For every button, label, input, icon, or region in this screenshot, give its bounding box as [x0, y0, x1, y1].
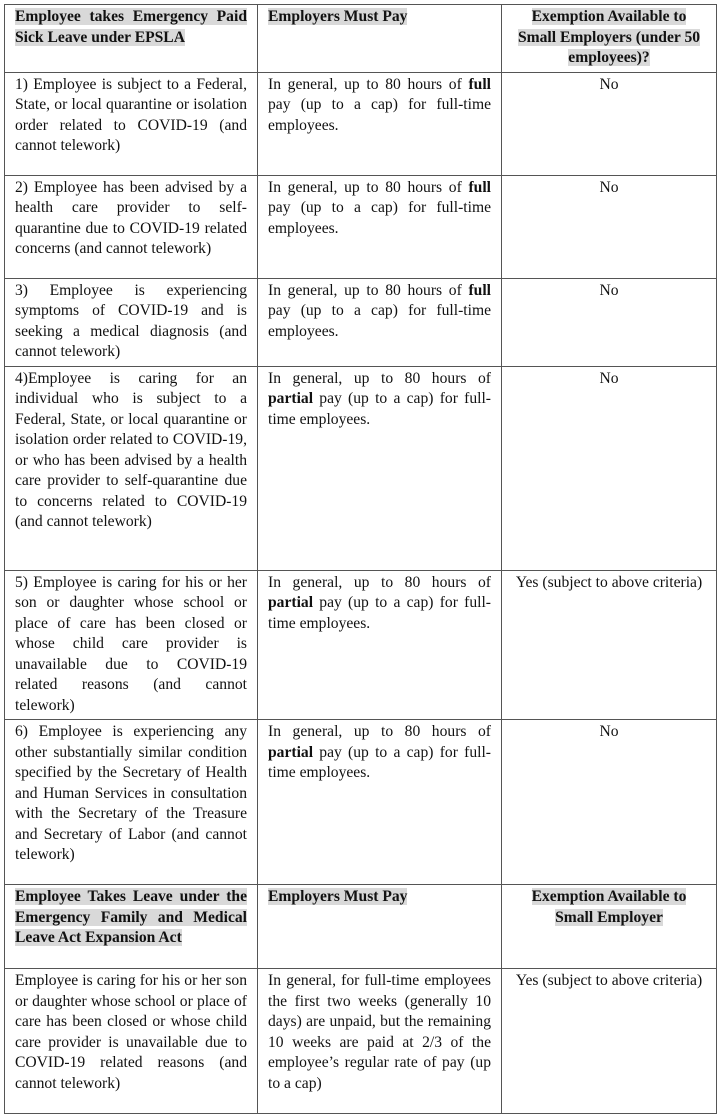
exemption-cell: No: [502, 720, 717, 885]
table-row: [5, 175, 717, 278]
exemption-cell: No: [502, 175, 717, 278]
pay-cell: In general, up to 80 hours of partial pay (up to a cap) for full-time employees.: [258, 366, 502, 570]
table-row: [5, 366, 717, 570]
reason-cell: 6) Employee is experiencing any other substantially similar condition specified by the Secretary of Health and Human Services in consultation with the Secretary of the Treasure and Secretary of Labor (and cannot telework): [5, 720, 258, 885]
table-row: [5, 570, 717, 720]
leave-table-container: [4, 4, 716, 1114]
pay-cell: In general, up to 80 hours of full pay (up to a cap) for full-time employees.: [258, 278, 502, 366]
exemption-cell: No: [502, 366, 717, 570]
reason-cell: 2) Employee has been advised by a health care provider to self-quarantine due to COVID-19 related concerns (and cannot telework): [5, 175, 258, 278]
pay-cell: In general, up to 80 hours of partial pay (up to a cap) for full-time employees.: [258, 570, 502, 720]
leave-comparison-table: [4, 4, 717, 1114]
exemption-cell: Yes (subject to above criteria): [502, 969, 717, 1114]
table-row: [5, 278, 717, 366]
reason-cell: 1) Employee is subject to a Federal, State, or local quarantine or isolation order related to COVID-19 (and cannot telework): [5, 72, 258, 175]
efmlea-header-pay: Employers Must Pay: [258, 885, 502, 969]
exemption-cell: No: [502, 278, 717, 366]
efmlea-header-exemption: Exemption Available to Small Employer: [502, 885, 717, 969]
epsla-header-reason: Employee takes Emergency Paid Sick Leave under EPSLA: [5, 5, 258, 73]
pay-cell: In general, for full-time employees the first two weeks (generally 10 days) are unpaid, but the remaining 10 weeks are paid at 2/3 of the employee’s regular rate of pay (up to a cap): [258, 969, 502, 1114]
epsla-header-exemption: Exemption Available to Small Employers (under 50 employees)?: [502, 5, 717, 73]
reason-cell: 3) Employee is experiencing symptoms of COVID-19 and is seeking a medical diagnosis (and cannot telework): [5, 278, 258, 366]
reason-cell: 4)Employee is caring for an individual who is subject to a Federal, State, or local quarantine or isolation order related to COVID-19, or who has been advised by a health care provider to self-quarantine due to concerns related to COVID-19 (and cannot telework): [5, 366, 258, 570]
epsla-header-pay: Employers Must Pay: [258, 5, 502, 73]
pay-cell: In general, up to 80 hours of full pay (up to a cap) for full-time employees.: [258, 175, 502, 278]
table-row: [5, 720, 717, 885]
pay-cell: In general, up to 80 hours of full pay (up to a cap) for full-time employees.: [258, 72, 502, 175]
table-row: [5, 969, 717, 1114]
pay-cell: In general, up to 80 hours of partial pay (up to a cap) for full-time employees.: [258, 720, 502, 885]
efmlea-header-row: [5, 885, 717, 969]
reason-cell: Employee is caring for his or her son or daughter whose school or place of care has been closed or whose child care provider is unavailable due to COVID-19 related reasons (and cannot telework): [5, 969, 258, 1114]
reason-cell: 5) Employee is caring for his or her son or daughter whose school or place of care has been closed or whose child care provider is unavailable due to COVID-19 related reasons (and cannot telework): [5, 570, 258, 720]
exemption-cell: Yes (subject to above criteria): [502, 570, 717, 720]
efmlea-header-reason: Employee Takes Leave under the Emergency Family and Medical Leave Act Expansion Act: [5, 885, 258, 969]
table-row: [5, 72, 717, 175]
epsla-header-row: [5, 5, 717, 73]
exemption-cell: No: [502, 72, 717, 175]
